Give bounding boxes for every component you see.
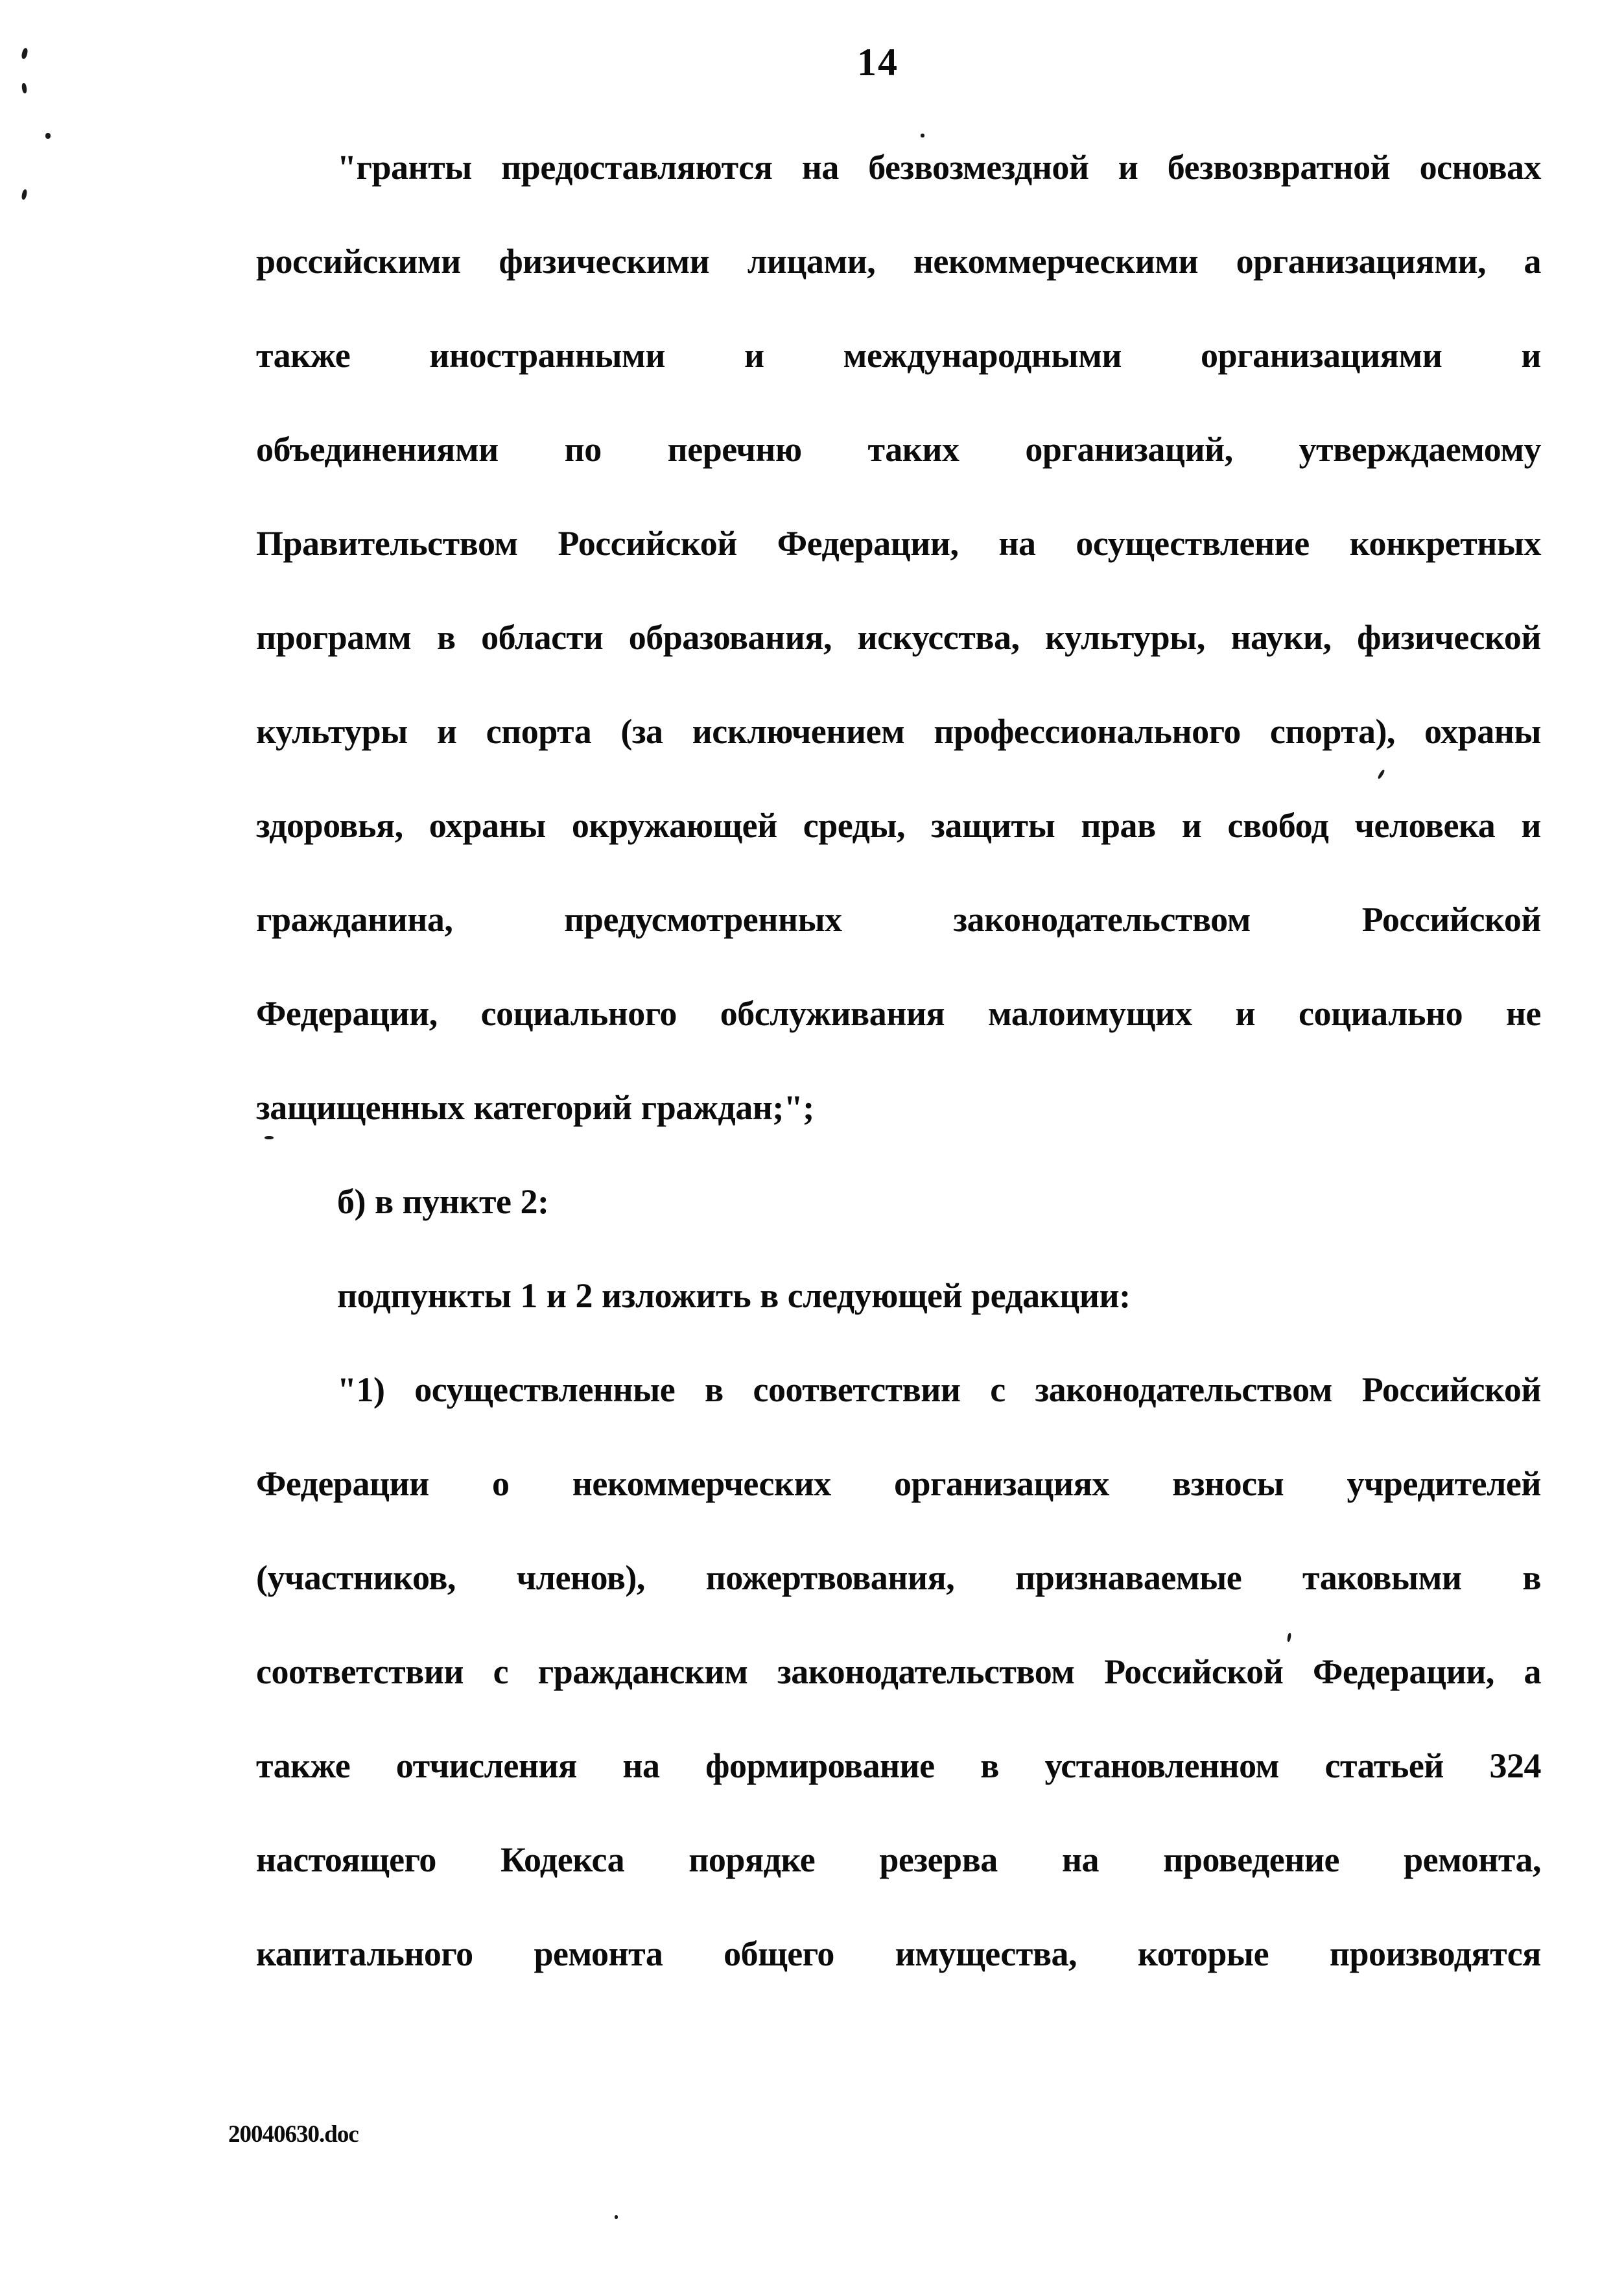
text-line: Федерации о некоммерческих организациях взносы учредителей <box>256 1464 1541 1503</box>
text-line: капитального ремонта общего имущества, которые производятся <box>256 1934 1541 1973</box>
text-line: "1) осуществленные в соответствии с законодательством Российской <box>337 1370 1541 1409</box>
text-line: "гранты предоставляются на безвозмездной и безвозвратной основах <box>337 148 1541 187</box>
scan-artifact <box>921 134 924 137</box>
text-line: защищенных категорий граждан;"; <box>256 1088 814 1127</box>
scan-artifact <box>45 133 51 139</box>
text-line: гражданина, предусмотренных законодательством Российской <box>256 900 1541 939</box>
document-text <box>256 121 1541 2001</box>
text-line: здоровья, охраны окружающей среды, защиты прав и свобод человека и <box>256 806 1541 845</box>
scan-artifact <box>21 47 29 59</box>
text-line: (участников, членов), пожертвования, признаваемые таковыми в <box>256 1558 1541 1597</box>
scan-artifact <box>265 1136 274 1139</box>
text-line: также отчисления на формирование в установленном статьей 324 <box>256 1746 1541 1785</box>
text-line: объединениями по перечню таких организаций, утверждаемому <box>256 430 1541 469</box>
scan-artifact <box>615 2215 618 2219</box>
scan-artifact <box>21 83 27 94</box>
text-line: программ в области образования, искусства, культуры, науки, физической <box>256 618 1541 657</box>
text-line: соответствии с гражданским законодательством Российской Федерации, а <box>256 1652 1541 1691</box>
text-line: настоящего Кодекса порядке резерва на проведение ремонта, <box>256 1840 1541 1879</box>
scan-artifact <box>21 189 27 200</box>
text-line: также иностранными и международными организациями и <box>256 336 1541 375</box>
text-line: Федерации, социального обслуживания малоимущих и социально не <box>256 994 1541 1033</box>
text-line: б) в пункте 2: <box>337 1182 549 1221</box>
text-line: Правительством Российской Федерации, на осуществление конкретных <box>256 524 1541 563</box>
text-line: культуры и спорта (за исключением профессионального спорта), охраны <box>256 712 1541 751</box>
text-line: подпункты 1 и 2 изложить в следующей редакции: <box>337 1276 1131 1315</box>
page-number: 14 <box>857 41 899 84</box>
footer-filename: 20040630.doc <box>228 2121 359 2148</box>
text-line: российскими физическими лицами, некоммерческими организациями, а <box>256 242 1541 281</box>
